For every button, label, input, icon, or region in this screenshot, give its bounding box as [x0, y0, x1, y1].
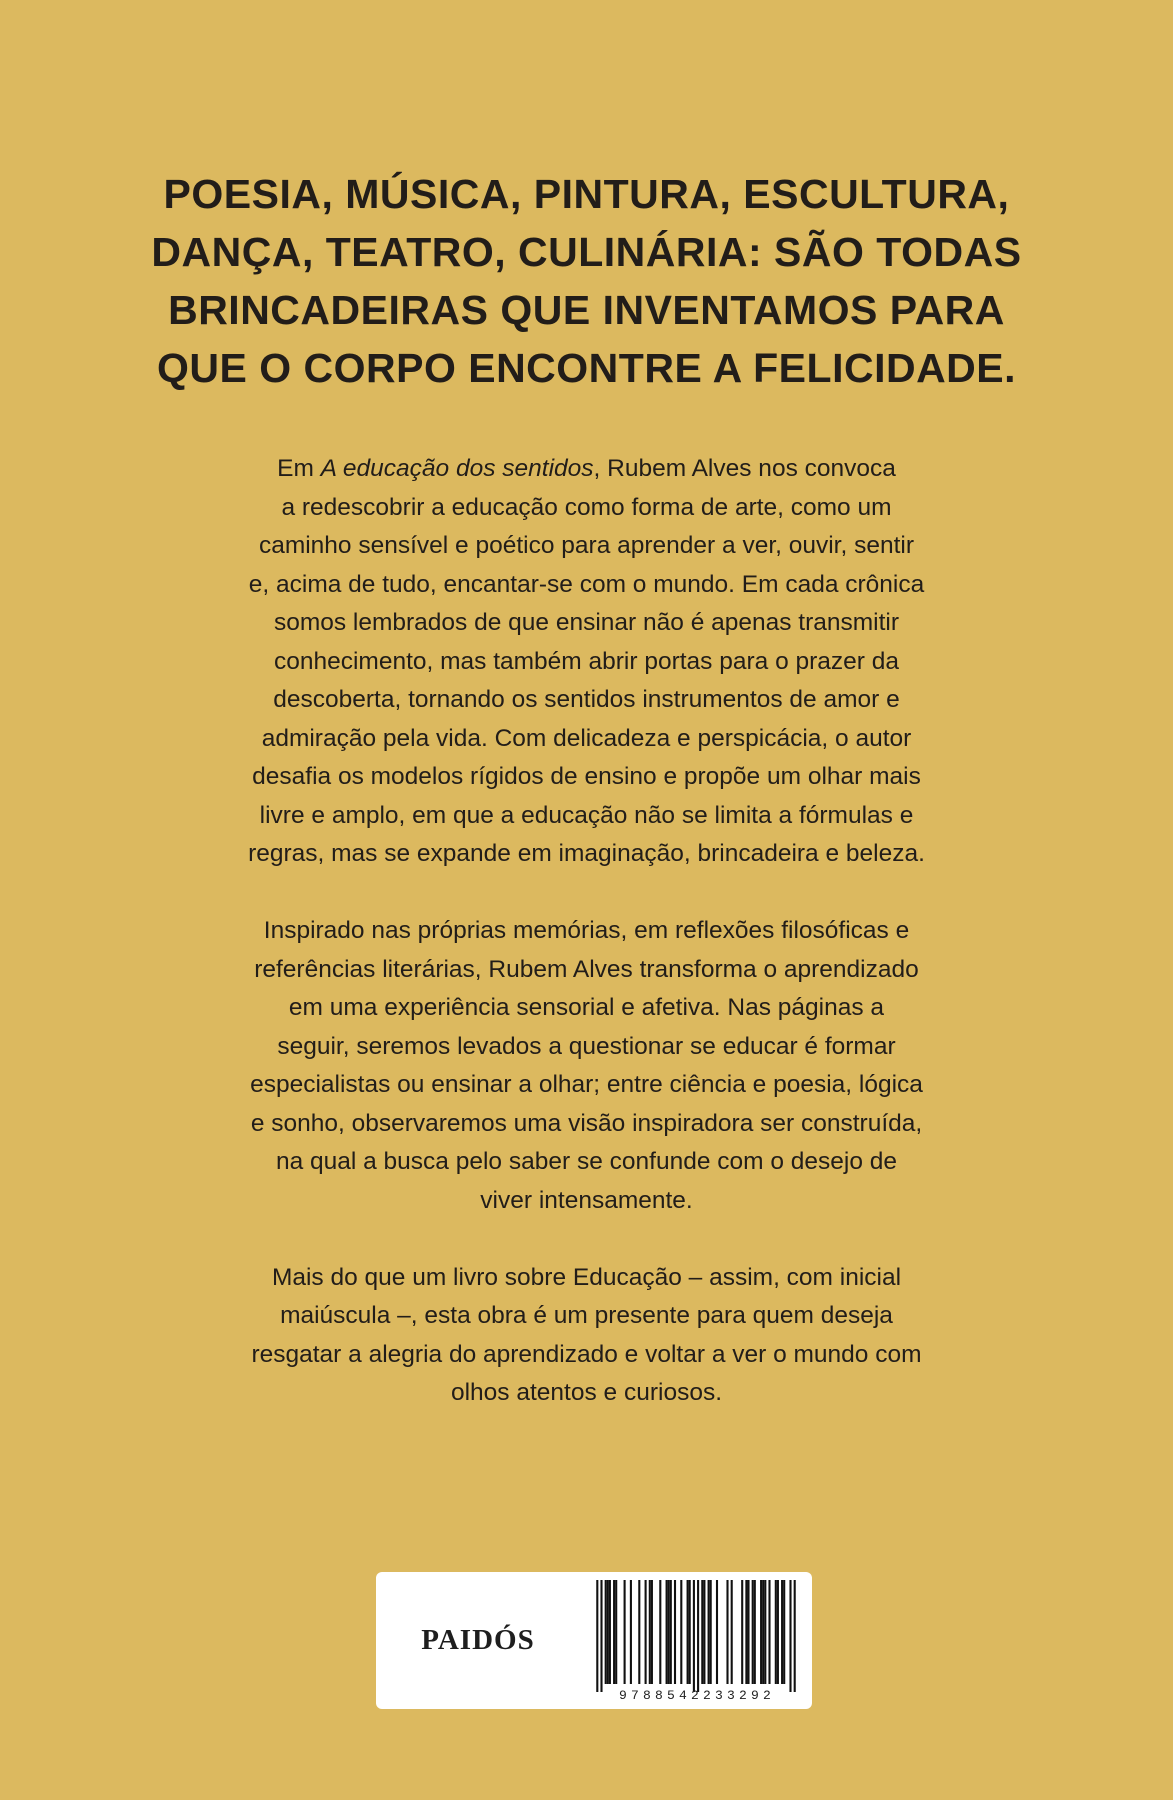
barcode-bar [600, 1580, 602, 1692]
barcode-bar [693, 1580, 695, 1692]
barcode-bar [716, 1580, 718, 1684]
synopsis-paragraph-3 [165, 1259, 1008, 1413]
synopsis [165, 450, 1008, 1413]
headline-line: QUE O CORPO ENCONTRE A FELICIDADE. [156, 345, 1017, 391]
barcode-bar [777, 1580, 779, 1684]
barcode-bar [687, 1580, 689, 1684]
line-prefix: Em [277, 455, 321, 482]
barcode-bar [741, 1580, 743, 1684]
barcode-bar [645, 1580, 647, 1684]
barcode-bar [668, 1580, 670, 1684]
headline [150, 165, 1023, 397]
barcode-bar [689, 1580, 691, 1684]
isbn-number: 9788542233292 [618, 1688, 776, 1703]
barcode-bar [697, 1580, 699, 1692]
paragraph-line: caminho sensível e poético para aprender a ver, ouvir, sentir [258, 532, 915, 559]
barcode-bar [710, 1580, 712, 1684]
book-title: A educação dos sentidos [320, 455, 594, 482]
barcode-bar [789, 1580, 791, 1692]
paragraph-line: olhos atentos e curiosos. [450, 1379, 723, 1406]
barcode-bar [680, 1580, 682, 1684]
synopsis-paragraph-1 [165, 450, 1008, 874]
barcode-bar [747, 1580, 749, 1684]
barcode-bar [607, 1580, 609, 1684]
paragraph-line: seguir, seremos levados a questionar se educar é formar [277, 1032, 896, 1060]
paragraph-line: conhecimento, mas também abrir portas para o prazer da [273, 647, 900, 675]
paragraph-line: viver intensamente. [480, 1186, 693, 1214]
headline-line: DANÇA, TEATRO, CULINÁRIA: SÃO TODAS [151, 229, 1022, 275]
barcode-bar [649, 1580, 651, 1684]
barcode-bar [638, 1580, 640, 1684]
barcode-bar [745, 1580, 747, 1684]
barcode-bar [674, 1580, 676, 1684]
barcode-bar [666, 1580, 668, 1684]
paragraph-line: livre e amplo, em que a educação não se limita a fórmulas e [259, 801, 914, 829]
line-suffix: , Rubem Alves nos convoca [593, 455, 896, 482]
headline-line: BRINCADEIRAS QUE INVENTAMOS PARA [168, 287, 1005, 333]
barcode-bar [752, 1580, 754, 1684]
barcode-bar [781, 1580, 783, 1684]
barcode-bar [624, 1580, 626, 1684]
paragraph-line: regras, mas se expande em imaginação, brincadeira e beleza. [248, 840, 925, 867]
barcode-bar [764, 1580, 766, 1684]
barcode-bar [613, 1580, 615, 1684]
paragraph-line: e sonho, observaremos uma visão inspiradora ser construída, [250, 1109, 923, 1137]
barcode-bar [651, 1580, 653, 1684]
barcode-bar [783, 1580, 785, 1684]
barcode-bar [615, 1580, 617, 1684]
barcode-bar [630, 1580, 632, 1684]
barcode-bar [701, 1580, 703, 1684]
paragraph-line: especialistas ou ensinar a olhar; entre ciência e poesia, lógica [250, 1071, 923, 1098]
paragraph-line: maiúscula –, esta obra é um presente para quem deseja [280, 1302, 893, 1329]
barcode-bar [726, 1580, 728, 1684]
barcode-bar [768, 1580, 770, 1684]
paragraph-line: somos lembrados de que ensinar não é apenas transmitir [273, 609, 900, 636]
paragraph-line: e, acima de tudo, encantar-se com o mundo. Em cada crônica [248, 570, 925, 598]
publisher-logo: PAIDÓS [421, 1624, 535, 1656]
barcode-label [376, 1572, 812, 1709]
synopsis-paragraph-2 [165, 912, 1008, 1220]
barcode-bar [703, 1580, 705, 1684]
paragraph-line: a redescobrir a educação como forma de arte, como um [281, 493, 892, 521]
paragraph-line: resgatar a alegria do aprendizado e voltar a ver o mundo com [251, 1340, 922, 1368]
barcode-bar [731, 1580, 733, 1684]
barcode-bar [596, 1580, 598, 1692]
paragraph-line: desafia os modelos rígidos de ensino e propõe um olhar mais [252, 763, 921, 790]
paragraph-line: descoberta, tornando os sentidos instrumentos de amor e [273, 686, 900, 713]
paragraph-line [165, 450, 1008, 489]
barcode-bar [794, 1580, 796, 1692]
paragraph-line: referências literárias, Rubem Alves transforma o aprendizado [254, 955, 919, 983]
headline-line: POESIA, MÚSICA, PINTURA, ESCULTURA, [163, 171, 1010, 217]
barcode-bar [754, 1580, 756, 1684]
barcode-bar [609, 1580, 611, 1684]
barcode-bar [760, 1580, 762, 1684]
barcode-bar [670, 1580, 672, 1684]
paragraph-line: em uma experiência sensorial e afetiva. Nas páginas a [288, 994, 885, 1021]
barcode-bar [708, 1580, 710, 1684]
paragraph-line: admiração pela vida. Com delicadeza e perspicácia, o autor [261, 724, 912, 752]
barcode-bar [659, 1580, 661, 1684]
paragraph-line: Mais do que um livro sobre Educação – assim, com inicial [271, 1263, 902, 1291]
paragraph-line: Inspirado nas próprias memórias, em reflexões filosóficas e [263, 917, 910, 944]
isbn-barcode [580, 1572, 812, 1709]
barcode-bar [605, 1580, 607, 1684]
barcode-bar [775, 1580, 777, 1684]
barcode-bar [762, 1580, 764, 1684]
paragraph-line: na qual a busca pelo saber se confunde com o desejo de [275, 1148, 898, 1175]
